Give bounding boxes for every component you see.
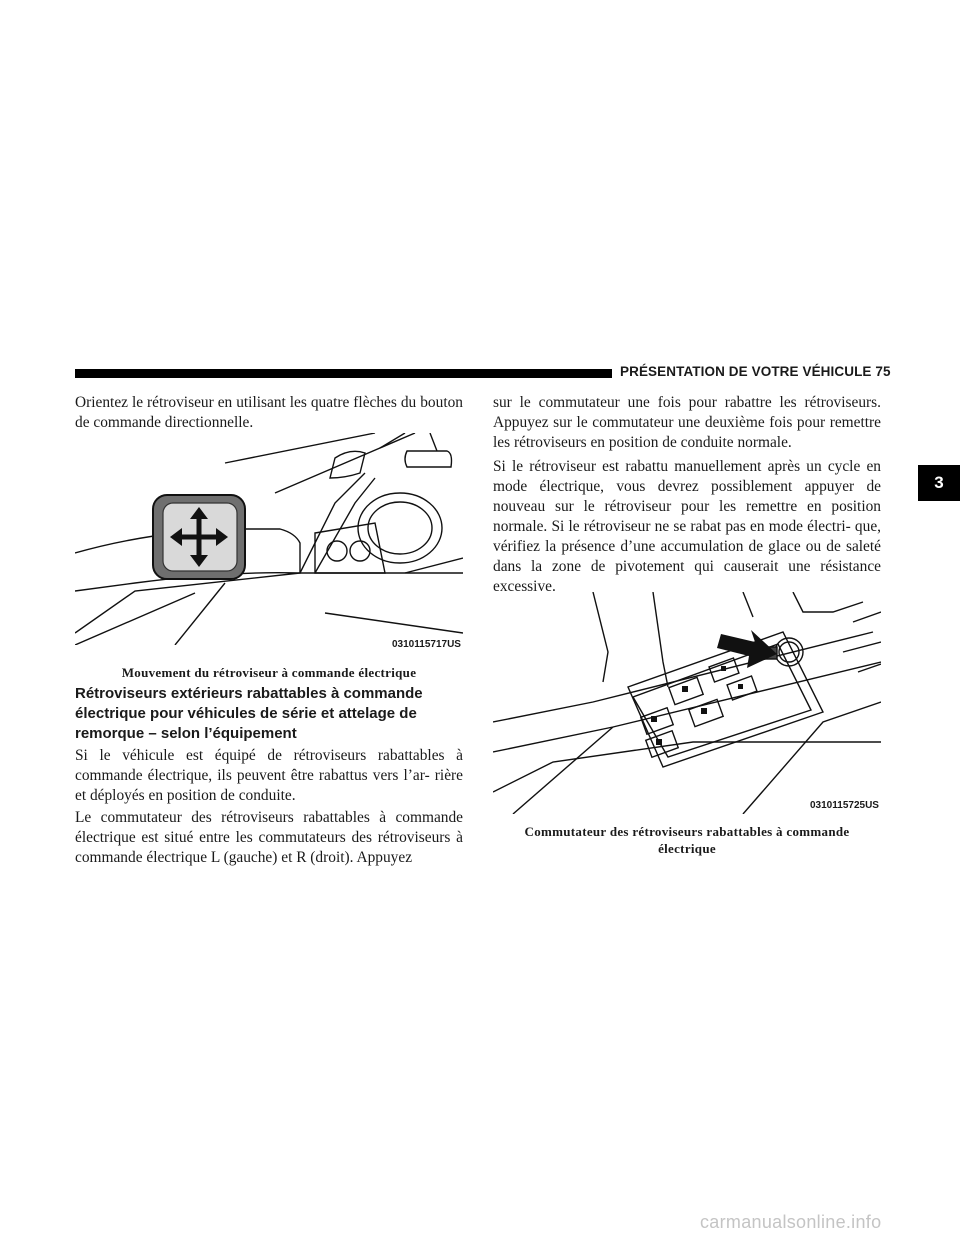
figure1-caption: Mouvement du rétroviseur à commande électrique [121, 665, 417, 680]
figure2-caption [493, 823, 881, 857]
folding-switch-illustration [493, 592, 881, 814]
figure-folding-switch [493, 592, 881, 814]
section-heading: Rétroviseurs extérieurs rabattables à commande électrique pour véhicules de série et attelage de remorque – selon l’équipement [75, 685, 423, 742]
chapter-tab: 3 [918, 465, 960, 501]
left-paragraph-1: Si le véhicule est équipé de rétroviseurs rabattables à commande électrique, ils peuvent être rabattus vers l’ar- rière et déployés en position de conduite. [75, 747, 463, 804]
mirror-movement-illustration [75, 433, 463, 645]
figure2-caption-line2: électrique [658, 841, 716, 856]
page-header: PRÉSENTATION DE VOTRE VÉHICULE 75 [620, 364, 891, 379]
watermark: carmanualsonline.info [700, 1212, 882, 1232]
figure1-code: 0310115717US [392, 639, 461, 650]
header-rule [75, 369, 612, 378]
right-paragraph-2: Si le rétroviseur est rabattu manuellement après un cycle en mode électrique, vous devrez possiblement appuyer de nouveau sur le rétroviseur pour les remettre en position normale. Si le rétroviseur ne se rabat pas en mode électri- que, vérifiez la présence d’une accumulation de glace ou de saleté dans la zone de pivotement qui causerait une résistance excessive. [493, 458, 881, 595]
intro-paragraph: Orientez le rétroviseur en utilisant les quatre flèches du bouton de commande directionnelle. [75, 394, 463, 431]
figure-mirror-movement [75, 433, 463, 645]
left-paragraph-2: Le commutateur des rétroviseurs rabattables à commande électrique est situé entre les commutateurs des rétroviseurs à commande électrique L (gauche) et R (droit). Appuyez [75, 809, 463, 866]
figure2-code: 0310115725US [810, 800, 879, 811]
figure2-caption-line1: Commutateur des rétroviseurs rabattables à commande [524, 824, 850, 839]
right-paragraph-1: sur le commutateur une fois pour rabattre les rétroviseurs. Appuyez sur le commutateur une deuxième fois pour remettre les rétroviseurs en position de conduite normale. [493, 394, 881, 451]
